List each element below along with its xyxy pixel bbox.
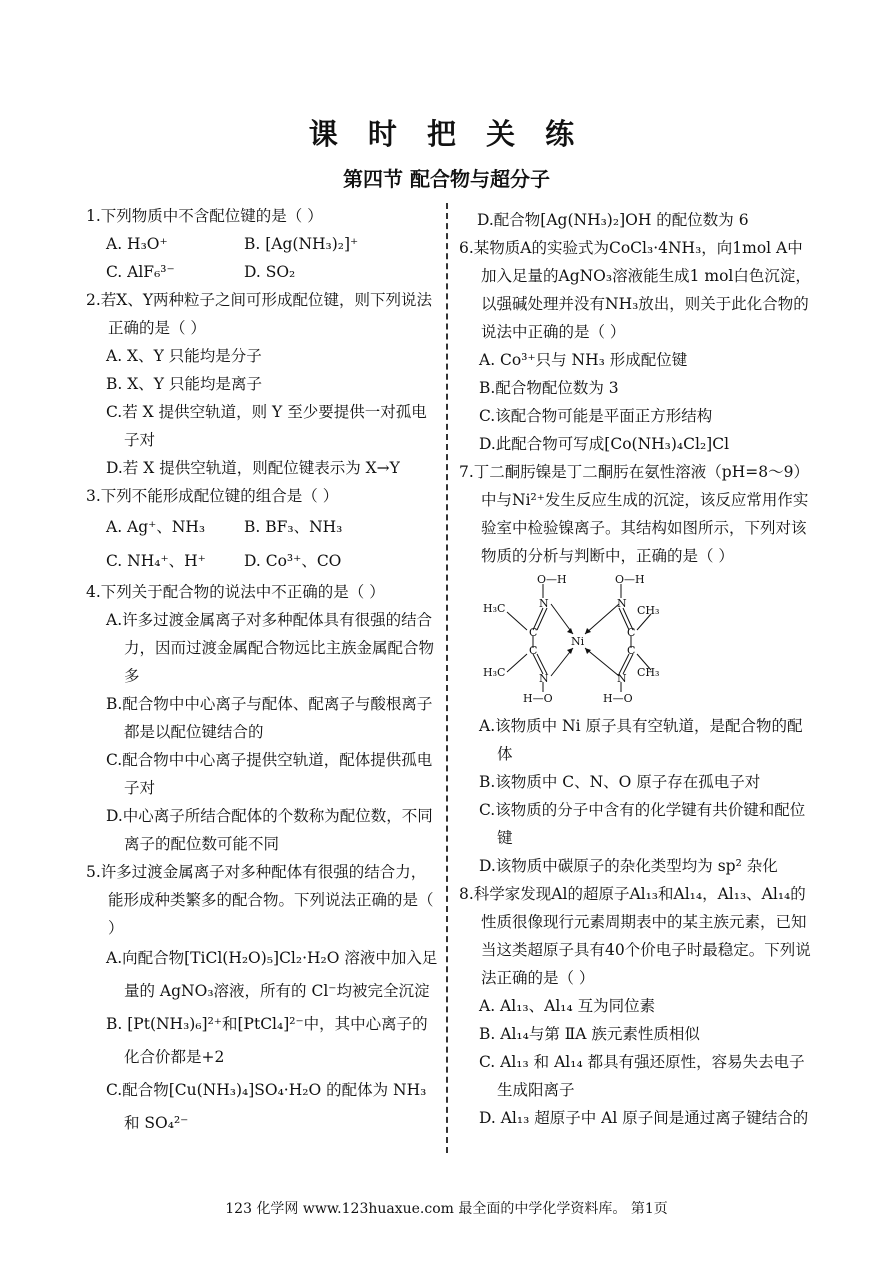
question-1: [86, 202, 438, 286]
option-d: D.此配合物可写成[Co(NH₃)₄Cl₂]Cl: [479, 435, 730, 453]
svg-text:CH₃: CH₃: [637, 604, 659, 617]
question-stem: 7.丁二酮肟镍是丁二酮肟在氨性溶液（pH=8～9）中与Ni²⁺发生反应生成的沉淀，该反应常用作实验室中检验镍离子。其结构如图所示，下列对该物质的分析与判断中，正确的是（ ）: [459, 463, 809, 565]
option-d: D. Al₁₃ 超原子中 Al 原子间是通过离子键结合的: [479, 1109, 809, 1127]
svg-text:O—H: O—H: [537, 574, 567, 586]
option-a: A. Al₁₃、Al₁₄ 互为同位素: [479, 997, 656, 1015]
option-b: B. Al₁₄与第 ⅡA 族元素性质相似: [479, 1025, 700, 1043]
svg-text:N: N: [617, 597, 627, 610]
option-a: A.向配合物[TiCl(H₂O)₅]Cl₂·H₂O 溶液中加入足量的 AgNO₃溶液，所有的 Cl⁻均被完全沉淀: [106, 949, 438, 1000]
option-b: B. [Pt(NH₃)₆]²⁺和[PtCl₄]²⁻中，其中心离子的化合价都是+2: [106, 1015, 428, 1066]
option-c: C.配合物中中心离子提供空轨道，配体提供孤电子对: [106, 751, 433, 797]
question-5: [86, 858, 438, 1140]
question-7: [459, 458, 811, 880]
page-title: 课 时 把 关 练: [308, 117, 585, 151]
svg-text:H—O: H—O: [603, 692, 633, 704]
svg-text:H₃C: H₃C: [483, 666, 506, 679]
question-3: [86, 482, 438, 578]
option-c: C. Al₁₃ 和 Al₁₄ 都具有强还原性，容易失去电子生成阳离子: [479, 1053, 805, 1099]
svg-text:N: N: [617, 672, 627, 685]
svg-text:C: C: [627, 626, 636, 639]
option-c: C.该物质的分子中含有的化学键有共价键和配位键: [479, 801, 806, 847]
option-d: D. SO₂: [244, 263, 296, 281]
svg-text:CH₃: CH₃: [637, 666, 659, 679]
svg-text:O—H: O—H: [615, 574, 645, 586]
option-a: A. X、Y 只能均是分子: [106, 347, 262, 365]
option-b: B.配合物配位数为 3: [479, 379, 619, 397]
svg-text:C: C: [529, 626, 538, 639]
option-d: D.该物质中碳原子的杂化类型均为 sp² 杂化: [479, 857, 778, 875]
option-b: B.配合物中中心离子与配体、配离子与酸根离子都是以配位键结合的: [106, 695, 433, 741]
left-column: [86, 202, 438, 1140]
svg-text:Ni: Ni: [571, 635, 585, 648]
question-stem: 1.下列物质中不含配位键的是（ ）: [86, 207, 323, 225]
option-b: B.该物质中 C、N、O 原子存在孤电子对: [479, 773, 761, 791]
option-c: C.配合物[Cu(NH₃)₄]SO₄·H₂O 的配体为 NH₃ 和 SO₄²⁻: [106, 1081, 427, 1132]
question-stem: 8.科学家发现Al的超原子Al₁₃和Al₁₄，Al₁₃、Al₁₄的性质很像现行元素周期表中的某主族元素，已知当这类超原子具有40个价电子时最稳定。下列说法正确的是（ ）: [459, 885, 811, 987]
question-stem: 3.下列不能形成配位键的组合是（ ）: [86, 487, 339, 505]
svg-text:N: N: [539, 672, 549, 685]
option-b: B. [Ag(NH₃)₂]⁺: [244, 235, 359, 253]
option-a: A. Co³⁺只与 NH₃ 形成配位键: [479, 351, 688, 369]
option-a: A.该物质中 Ni 原子具有空轨道，是配合物的配体: [479, 717, 803, 763]
question-stem: 5.许多过渡金属离子对多种配体有很强的结合力，能形成种类繁多的配合物。下列说法正确的是（ ）: [86, 863, 434, 937]
question-4: [86, 578, 438, 858]
right-column: [459, 206, 811, 1132]
option-b: B. X、Y 只能均是离子: [106, 375, 262, 393]
option-a: A. H₃O⁺: [106, 235, 168, 253]
svg-text:C: C: [627, 644, 636, 657]
svg-text:H₃C: H₃C: [483, 602, 506, 615]
option-d: D. Co³⁺、CO: [244, 552, 342, 570]
option-a: A.许多过渡金属离子对多种配体具有很强的结合力，因而过渡金属配合物远比主族金属配合物多: [106, 611, 435, 685]
question-5-option-d: D.配合物[Ag(NH₃)₂]OH 的配位数为 6: [477, 211, 749, 229]
section-subtitle: 第四节 配合物与超分子: [343, 167, 550, 191]
question-stem: 2.若X、Y两种粒子之间可形成配位键，则下列说法正确的是（ ）: [86, 291, 433, 337]
option-a: A. Ag⁺、NH₃: [106, 518, 206, 536]
svg-text:N: N: [539, 597, 549, 610]
question-stem: 4.下列关于配合物的说法中不正确的是（ ）: [86, 583, 385, 601]
svg-text:C: C: [529, 644, 538, 657]
option-d: D.若 X 提供空轨道，则配位键表示为 X→Y: [106, 459, 400, 477]
column-divider: [446, 203, 448, 1153]
option-c: C. NH₄⁺、H⁺: [106, 552, 206, 570]
page-footer: 123 化学网 www.123huaxue.com 最全面的中学化学资料库。 第1页: [225, 1201, 668, 1217]
option-b: B. BF₃、NH₃: [244, 518, 343, 536]
question-2: [86, 286, 438, 482]
option-c: C.若 X 提供空轨道，则 Y 至少要提供一对孤电子对: [106, 403, 427, 449]
option-d: D.中心离子所结合配体的个数称为配位数，不同离子的配位数可能不同: [106, 807, 433, 853]
nickel-dimethylglyoxime-structure: [479, 574, 659, 704]
option-c: C.该配合物可能是平面正方形结构: [479, 407, 713, 425]
question-6: [459, 234, 811, 458]
svg-text:H—O: H—O: [523, 692, 553, 704]
question-8: [459, 880, 811, 1132]
question-stem: 6.某物质A的实验式为CoCl₃·4NH₃，向1mol A中加入足量的AgNO₃溶液能生成1 mol白色沉淀，以强碱处理并没有NH₃放出，则关于此化合物的说法中正确的是（ ）: [459, 239, 811, 341]
option-c: C. AlF₆³⁻: [106, 263, 175, 281]
